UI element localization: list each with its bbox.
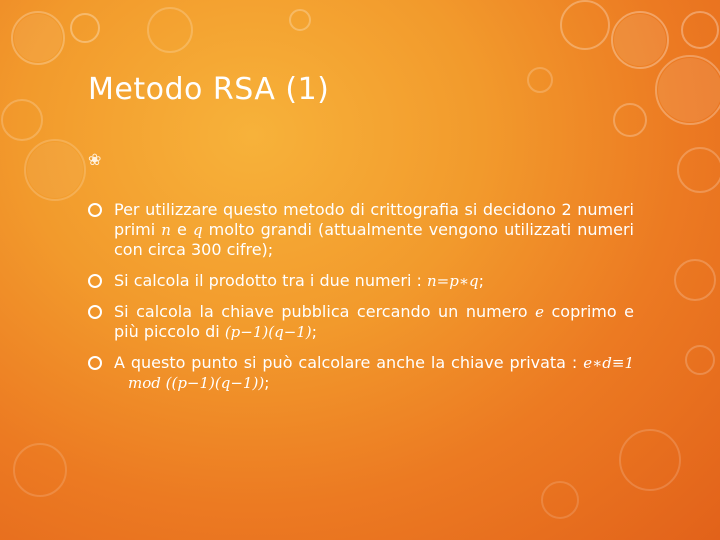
math-var-e: e [535,303,544,321]
bubble-fill [14,14,62,62]
item-text: e [177,220,187,239]
bubble [678,148,720,192]
item-text: ; [264,373,270,392]
math-var-q: q [192,221,203,239]
bubble [14,444,66,496]
math-var-n: n [161,221,171,239]
bubble-fill [658,58,720,122]
math-formula-modulus: mod ((p−1)(q−1)) [128,374,265,392]
ring-bullet-icon [88,203,102,217]
bullet-item-public-key [88,302,634,342]
ring-bullet-icon [88,305,102,319]
bubble [682,12,718,48]
empty-bullet-icon: ❀ [88,150,102,169]
bubble-fill [614,14,666,66]
ring-bullet-icon [88,356,102,370]
item-text: A questo punto si può calcolare anche la chiave privata : [114,353,578,372]
bubble [675,260,715,300]
item-text: Si calcola la chiave pubblica cercando un numero [114,302,528,321]
item-text: ; [478,271,485,290]
bubble [528,68,552,92]
bullet-list [88,200,634,404]
bubble [542,482,578,518]
item-text: Per utilizzare questo metodo di crittografia si decidono 2 numeri primi [114,200,634,239]
bubble [686,346,714,374]
bubble [148,8,192,52]
bubble [614,104,646,136]
ring-bullet-icon [88,274,102,288]
bullet-item-primes [88,200,634,260]
math-formula-product: n=p∗q [426,272,479,290]
bubble [71,14,99,42]
bullet-item-private-key [88,353,634,393]
bubble [2,100,42,140]
item-text: molto grandi (attualmente vengono utilizzati numeri con circa 300 cifre); [114,220,634,259]
bubble [290,10,310,30]
bullet-item-product [88,271,634,291]
item-text: Si calcola il prodotto tra i due numeri : [114,271,422,290]
bubble [620,430,680,490]
bubble [561,1,609,49]
math-formula-phi: (p−1)(q−1) [224,323,312,341]
bubble-fill [27,142,83,198]
item-text: coprimo e più piccolo di [114,302,635,341]
math-formula-congruence: e∗d≡1 [583,354,635,372]
item-text: ; [311,322,318,341]
slide-title: Metodo RSA (1) [88,72,330,107]
